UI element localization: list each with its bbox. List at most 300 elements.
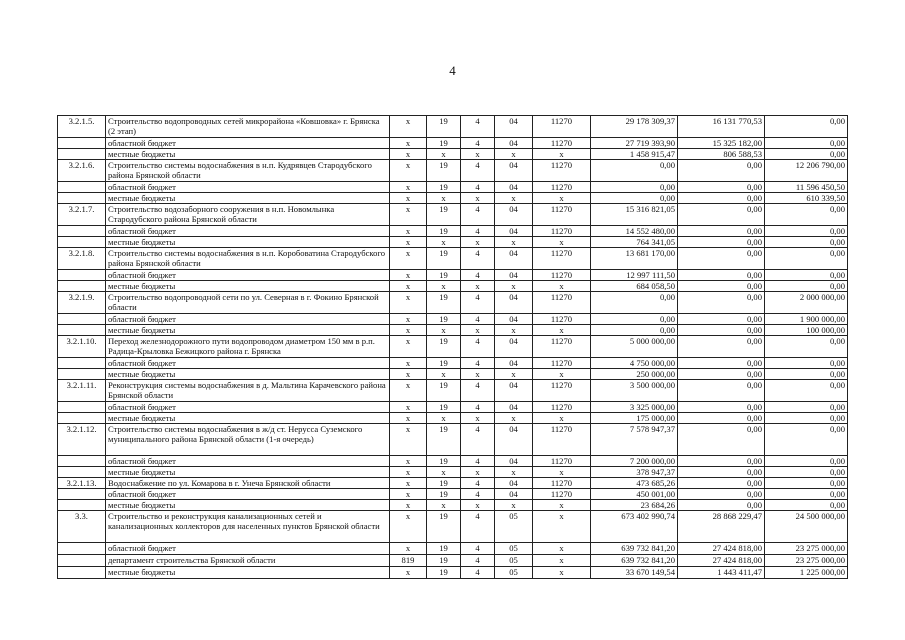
- amount-3-cell: 0,00: [765, 116, 848, 138]
- code-5-cell: 11270: [533, 226, 591, 237]
- amount-1-cell: 5 000 000,00: [591, 336, 678, 358]
- row-number-cell: [58, 325, 106, 336]
- item-name-cell: Строительство водозаборного сооружения в н.п. Новомлынка Стародубского района Брянской области: [106, 204, 390, 226]
- code-4-cell: 04: [495, 424, 533, 456]
- row-number-cell: 3.2.1.12.: [58, 424, 106, 456]
- table-row: [58, 248, 848, 270]
- row-number-cell: [58, 402, 106, 413]
- amount-1-cell: 7 200 000,00: [591, 456, 678, 467]
- table-row: [58, 456, 848, 467]
- code-1-cell: 819: [390, 555, 427, 567]
- code-2-cell: 19: [427, 226, 461, 237]
- amount-3-cell: 11 596 450,50: [765, 182, 848, 193]
- amount-2-cell: 27 424 818,00: [678, 555, 765, 567]
- amount-2-cell: 28 868 229,47: [678, 511, 765, 543]
- code-2-cell: 19: [427, 543, 461, 555]
- item-name-cell: Строительство водопроводных сетей микрорайона «Ковшовка» г. Брянска (2 этап): [106, 116, 390, 138]
- code-3-cell: 4: [461, 336, 495, 358]
- code-1-cell: x: [390, 116, 427, 138]
- item-name-cell: местные бюджеты: [106, 149, 390, 160]
- code-3-cell: x: [461, 500, 495, 511]
- amount-1-cell: 3 325 000,00: [591, 402, 678, 413]
- code-1-cell: x: [390, 325, 427, 336]
- item-name-cell: Переход железнодорожного пути водопроводом диаметром 150 мм в р.п. Радица-Крыловка Бежицкого района г. Брянска: [106, 336, 390, 358]
- code-1-cell: x: [390, 226, 427, 237]
- code-4-cell: x: [495, 325, 533, 336]
- amount-2-cell: 0,00: [678, 478, 765, 489]
- code-3-cell: 4: [461, 478, 495, 489]
- amount-2-cell: 0,00: [678, 182, 765, 193]
- code-2-cell: 19: [427, 336, 461, 358]
- code-3-cell: x: [461, 237, 495, 248]
- code-2-cell: 19: [427, 292, 461, 314]
- code-1-cell: x: [390, 204, 427, 226]
- code-3-cell: 4: [461, 182, 495, 193]
- code-2-cell: x: [427, 500, 461, 511]
- item-name-cell: Строительство и реконструкция канализационных сетей и канализационных коллекторов для населенных пунктов Брянской области: [106, 511, 390, 543]
- code-1-cell: x: [390, 567, 427, 579]
- amount-1-cell: 250 000,00: [591, 369, 678, 380]
- item-name-cell: областной бюджет: [106, 138, 390, 149]
- table-row: [58, 281, 848, 292]
- code-2-cell: x: [427, 467, 461, 478]
- amount-1-cell: 639 732 841,20: [591, 555, 678, 567]
- amount-2-cell: 0,00: [678, 413, 765, 424]
- amount-1-cell: 23 684,26: [591, 500, 678, 511]
- code-2-cell: 19: [427, 270, 461, 281]
- row-number-cell: 3.2.1.5.: [58, 116, 106, 138]
- budget-table: [57, 115, 848, 579]
- amount-1-cell: 3 500 000,00: [591, 380, 678, 402]
- row-number-cell: [58, 182, 106, 193]
- code-4-cell: 04: [495, 314, 533, 325]
- item-name-cell: областной бюджет: [106, 270, 390, 281]
- item-name-cell: Строительство системы водоснабжения в ж/д ст. Нерусса Суземского муниципального района Брянской области (1-я очередь): [106, 424, 390, 456]
- amount-3-cell: 12 206 790,00: [765, 160, 848, 182]
- code-3-cell: 4: [461, 380, 495, 402]
- code-5-cell: 11270: [533, 270, 591, 281]
- code-3-cell: 4: [461, 270, 495, 281]
- amount-3-cell: 0,00: [765, 467, 848, 478]
- amount-2-cell: 0,00: [678, 380, 765, 402]
- amount-1-cell: 0,00: [591, 325, 678, 336]
- table-row: [58, 270, 848, 281]
- code-4-cell: x: [495, 149, 533, 160]
- code-2-cell: 19: [427, 511, 461, 543]
- code-3-cell: x: [461, 467, 495, 478]
- code-3-cell: 4: [461, 138, 495, 149]
- code-4-cell: 04: [495, 402, 533, 413]
- code-4-cell: 04: [495, 160, 533, 182]
- table-row: [58, 193, 848, 204]
- code-2-cell: 19: [427, 138, 461, 149]
- code-2-cell: 19: [427, 182, 461, 193]
- code-5-cell: 11270: [533, 402, 591, 413]
- code-5-cell: x: [533, 237, 591, 248]
- code-5-cell: 11270: [533, 138, 591, 149]
- code-1-cell: x: [390, 489, 427, 500]
- code-2-cell: 19: [427, 160, 461, 182]
- table-row: [58, 336, 848, 358]
- item-name-cell: департамент строительства Брянской области: [106, 555, 390, 567]
- row-number-cell: [58, 489, 106, 500]
- code-2-cell: x: [427, 325, 461, 336]
- code-1-cell: x: [390, 424, 427, 456]
- code-4-cell: x: [495, 193, 533, 204]
- row-number-cell: [58, 193, 106, 204]
- amount-1-cell: 33 670 149,54: [591, 567, 678, 579]
- amount-3-cell: 0,00: [765, 413, 848, 424]
- code-1-cell: x: [390, 478, 427, 489]
- amount-1-cell: 13 681 170,00: [591, 248, 678, 270]
- amount-2-cell: 27 424 818,00: [678, 543, 765, 555]
- code-4-cell: 05: [495, 555, 533, 567]
- code-5-cell: 11270: [533, 456, 591, 467]
- amount-2-cell: 0,00: [678, 358, 765, 369]
- amount-3-cell: 0,00: [765, 380, 848, 402]
- item-name-cell: местные бюджеты: [106, 500, 390, 511]
- code-4-cell: 04: [495, 226, 533, 237]
- row-number-cell: [58, 270, 106, 281]
- code-4-cell: 04: [495, 380, 533, 402]
- amount-2-cell: 0,00: [678, 226, 765, 237]
- code-5-cell: x: [533, 149, 591, 160]
- code-5-cell: x: [533, 567, 591, 579]
- amount-2-cell: 0,00: [678, 467, 765, 478]
- table-row: [58, 543, 848, 555]
- code-3-cell: 4: [461, 226, 495, 237]
- amount-3-cell: 0,00: [765, 336, 848, 358]
- code-3-cell: x: [461, 193, 495, 204]
- code-1-cell: x: [390, 380, 427, 402]
- amount-2-cell: 0,00: [678, 456, 765, 467]
- code-2-cell: x: [427, 237, 461, 248]
- code-1-cell: x: [390, 369, 427, 380]
- code-4-cell: 04: [495, 478, 533, 489]
- row-number-cell: [58, 138, 106, 149]
- item-name-cell: местные бюджеты: [106, 467, 390, 478]
- table-row: [58, 478, 848, 489]
- row-number-cell: [58, 456, 106, 467]
- code-1-cell: x: [390, 248, 427, 270]
- table-row: [58, 555, 848, 567]
- amount-2-cell: 0,00: [678, 369, 765, 380]
- page-number: 4: [449, 63, 456, 78]
- code-4-cell: x: [495, 413, 533, 424]
- table-row: [58, 160, 848, 182]
- item-name-cell: Водоснабжение по ул. Комарова в г. Унеча Брянской области: [106, 478, 390, 489]
- code-4-cell: 04: [495, 270, 533, 281]
- row-number-cell: 3.2.1.9.: [58, 292, 106, 314]
- amount-1-cell: 378 947,37: [591, 467, 678, 478]
- table-row: [58, 402, 848, 413]
- amount-2-cell: 0,00: [678, 204, 765, 226]
- code-5-cell: 11270: [533, 478, 591, 489]
- code-3-cell: 4: [461, 543, 495, 555]
- row-number-cell: [58, 467, 106, 478]
- amount-2-cell: 0,00: [678, 489, 765, 500]
- code-1-cell: x: [390, 336, 427, 358]
- amount-1-cell: 14 552 480,00: [591, 226, 678, 237]
- code-5-cell: x: [533, 511, 591, 543]
- item-name-cell: местные бюджеты: [106, 237, 390, 248]
- code-3-cell: 4: [461, 292, 495, 314]
- amount-3-cell: 0,00: [765, 248, 848, 270]
- code-5-cell: 11270: [533, 314, 591, 325]
- code-2-cell: x: [427, 193, 461, 204]
- row-number-cell: [58, 543, 106, 555]
- amount-1-cell: 0,00: [591, 160, 678, 182]
- row-number-cell: [58, 149, 106, 160]
- code-1-cell: x: [390, 138, 427, 149]
- amount-3-cell: 23 275 000,00: [765, 555, 848, 567]
- amount-2-cell: 16 131 770,53: [678, 116, 765, 138]
- amount-3-cell: 0,00: [765, 138, 848, 149]
- item-name-cell: местные бюджеты: [106, 281, 390, 292]
- amount-1-cell: 473 685,26: [591, 478, 678, 489]
- code-3-cell: x: [461, 369, 495, 380]
- code-3-cell: x: [461, 325, 495, 336]
- amount-3-cell: 0,00: [765, 281, 848, 292]
- item-name-cell: Реконструкция системы водоснабжения в д. Мальтина Карачевского района Брянской области: [106, 380, 390, 402]
- code-5-cell: x: [533, 555, 591, 567]
- code-2-cell: 19: [427, 204, 461, 226]
- item-name-cell: областной бюджет: [106, 226, 390, 237]
- code-2-cell: 19: [427, 478, 461, 489]
- amount-2-cell: 0,00: [678, 402, 765, 413]
- row-number-cell: [58, 314, 106, 325]
- code-1-cell: x: [390, 193, 427, 204]
- code-5-cell: 11270: [533, 489, 591, 500]
- code-5-cell: 11270: [533, 248, 591, 270]
- code-3-cell: 4: [461, 511, 495, 543]
- amount-2-cell: 0,00: [678, 336, 765, 358]
- code-2-cell: x: [427, 413, 461, 424]
- amount-1-cell: 12 997 111,50: [591, 270, 678, 281]
- item-name-cell: областной бюджет: [106, 489, 390, 500]
- amount-3-cell: 1 900 000,00: [765, 314, 848, 325]
- code-3-cell: 4: [461, 456, 495, 467]
- code-5-cell: 11270: [533, 116, 591, 138]
- amount-3-cell: 0,00: [765, 270, 848, 281]
- code-5-cell: x: [533, 193, 591, 204]
- code-3-cell: x: [461, 149, 495, 160]
- code-5-cell: x: [533, 500, 591, 511]
- amount-2-cell: 0,00: [678, 424, 765, 456]
- item-name-cell: областной бюджет: [106, 182, 390, 193]
- row-number-cell: [58, 500, 106, 511]
- row-number-cell: [58, 226, 106, 237]
- amount-3-cell: 0,00: [765, 149, 848, 160]
- code-5-cell: x: [533, 325, 591, 336]
- code-5-cell: 11270: [533, 160, 591, 182]
- table-row: [58, 358, 848, 369]
- item-name-cell: местные бюджеты: [106, 325, 390, 336]
- code-4-cell: x: [495, 281, 533, 292]
- amount-1-cell: 0,00: [591, 292, 678, 314]
- code-2-cell: 19: [427, 380, 461, 402]
- table-row: [58, 204, 848, 226]
- table-row: [58, 182, 848, 193]
- amount-1-cell: 764 341,05: [591, 237, 678, 248]
- row-number-cell: 3.2.1.7.: [58, 204, 106, 226]
- amount-2-cell: 0,00: [678, 270, 765, 281]
- amount-1-cell: 639 732 841,20: [591, 543, 678, 555]
- code-1-cell: x: [390, 270, 427, 281]
- row-number-cell: [58, 567, 106, 579]
- table-row: [58, 467, 848, 478]
- code-4-cell: 04: [495, 182, 533, 193]
- amount-3-cell: 0,00: [765, 204, 848, 226]
- amount-1-cell: 27 719 393,90: [591, 138, 678, 149]
- amount-2-cell: 806 588,53: [678, 149, 765, 160]
- table-row: [58, 511, 848, 543]
- code-2-cell: 19: [427, 248, 461, 270]
- table-row: [58, 292, 848, 314]
- amount-2-cell: 0,00: [678, 314, 765, 325]
- amount-3-cell: 0,00: [765, 358, 848, 369]
- item-name-cell: местные бюджеты: [106, 413, 390, 424]
- amount-1-cell: 4 750 000,00: [591, 358, 678, 369]
- row-number-cell: 3.2.1.6.: [58, 160, 106, 182]
- amount-1-cell: 29 178 309,37: [591, 116, 678, 138]
- row-number-cell: [58, 369, 106, 380]
- amount-2-cell: 0,00: [678, 237, 765, 248]
- code-4-cell: 05: [495, 567, 533, 579]
- code-4-cell: 04: [495, 204, 533, 226]
- item-name-cell: местные бюджеты: [106, 567, 390, 579]
- amount-1-cell: 673 402 990,74: [591, 511, 678, 543]
- code-5-cell: x: [533, 281, 591, 292]
- code-1-cell: x: [390, 511, 427, 543]
- table-row: [58, 489, 848, 500]
- code-5-cell: 11270: [533, 358, 591, 369]
- amount-1-cell: 450 001,00: [591, 489, 678, 500]
- code-4-cell: 04: [495, 292, 533, 314]
- code-4-cell: 04: [495, 248, 533, 270]
- code-3-cell: 4: [461, 424, 495, 456]
- code-1-cell: x: [390, 500, 427, 511]
- code-4-cell: 04: [495, 116, 533, 138]
- row-number-cell: [58, 555, 106, 567]
- amount-2-cell: 15 325 182,00: [678, 138, 765, 149]
- code-2-cell: 19: [427, 424, 461, 456]
- table-row: [58, 325, 848, 336]
- code-4-cell: 05: [495, 543, 533, 555]
- code-4-cell: 04: [495, 138, 533, 149]
- amount-3-cell: 24 500 000,00: [765, 511, 848, 543]
- code-5-cell: x: [533, 413, 591, 424]
- table-row: [58, 314, 848, 325]
- code-5-cell: 11270: [533, 292, 591, 314]
- code-4-cell: x: [495, 500, 533, 511]
- amount-3-cell: 0,00: [765, 456, 848, 467]
- amount-3-cell: 0,00: [765, 226, 848, 237]
- code-3-cell: x: [461, 413, 495, 424]
- code-5-cell: 11270: [533, 182, 591, 193]
- table-row: [58, 116, 848, 138]
- row-number-cell: 3.3.: [58, 511, 106, 543]
- code-5-cell: 11270: [533, 380, 591, 402]
- code-4-cell: x: [495, 369, 533, 380]
- item-name-cell: областной бюджет: [106, 314, 390, 325]
- row-number-cell: [58, 413, 106, 424]
- table-row: [58, 226, 848, 237]
- amount-2-cell: 0,00: [678, 325, 765, 336]
- code-3-cell: 4: [461, 402, 495, 413]
- code-2-cell: 19: [427, 314, 461, 325]
- code-5-cell: 11270: [533, 424, 591, 456]
- code-3-cell: 4: [461, 489, 495, 500]
- amount-1-cell: 684 058,50: [591, 281, 678, 292]
- code-3-cell: 4: [461, 555, 495, 567]
- amount-1-cell: 0,00: [591, 314, 678, 325]
- amount-2-cell: 0,00: [678, 160, 765, 182]
- code-1-cell: x: [390, 402, 427, 413]
- item-name-cell: местные бюджеты: [106, 369, 390, 380]
- amount-3-cell: 0,00: [765, 489, 848, 500]
- code-3-cell: 4: [461, 160, 495, 182]
- amount-3-cell: 610 339,50: [765, 193, 848, 204]
- code-5-cell: x: [533, 369, 591, 380]
- amount-3-cell: 0,00: [765, 500, 848, 511]
- amount-3-cell: 0,00: [765, 402, 848, 413]
- amount-3-cell: 0,00: [765, 237, 848, 248]
- table-row: [58, 138, 848, 149]
- code-1-cell: x: [390, 292, 427, 314]
- row-number-cell: 3.2.1.13.: [58, 478, 106, 489]
- code-1-cell: x: [390, 467, 427, 478]
- amount-3-cell: 0,00: [765, 369, 848, 380]
- amount-3-cell: 0,00: [765, 424, 848, 456]
- row-number-cell: [58, 358, 106, 369]
- table-row: [58, 424, 848, 456]
- item-name-cell: областной бюджет: [106, 358, 390, 369]
- row-number-cell: 3.2.1.8.: [58, 248, 106, 270]
- code-4-cell: 04: [495, 489, 533, 500]
- code-1-cell: x: [390, 314, 427, 325]
- code-2-cell: 19: [427, 402, 461, 413]
- amount-2-cell: 0,00: [678, 500, 765, 511]
- code-1-cell: x: [390, 543, 427, 555]
- item-name-cell: местные бюджеты: [106, 193, 390, 204]
- row-number-cell: 3.2.1.11.: [58, 380, 106, 402]
- amount-3-cell: 23 275 000,00: [765, 543, 848, 555]
- code-4-cell: 04: [495, 456, 533, 467]
- table-row: [58, 500, 848, 511]
- code-2-cell: 19: [427, 489, 461, 500]
- amount-1-cell: 7 578 947,37: [591, 424, 678, 456]
- amount-2-cell: 0,00: [678, 281, 765, 292]
- table-row: [58, 369, 848, 380]
- code-4-cell: 05: [495, 511, 533, 543]
- table-row: [58, 380, 848, 402]
- code-1-cell: x: [390, 237, 427, 248]
- code-3-cell: x: [461, 281, 495, 292]
- amount-3-cell: 0,00: [765, 478, 848, 489]
- item-name-cell: областной бюджет: [106, 543, 390, 555]
- code-4-cell: 04: [495, 358, 533, 369]
- code-3-cell: 4: [461, 204, 495, 226]
- code-4-cell: x: [495, 237, 533, 248]
- amount-2-cell: 0,00: [678, 248, 765, 270]
- table-row: [58, 413, 848, 424]
- code-5-cell: 11270: [533, 204, 591, 226]
- item-name-cell: областной бюджет: [106, 402, 390, 413]
- row-number-cell: 3.2.1.10.: [58, 336, 106, 358]
- amount-1-cell: 1 458 915,47: [591, 149, 678, 160]
- table-row: [58, 237, 848, 248]
